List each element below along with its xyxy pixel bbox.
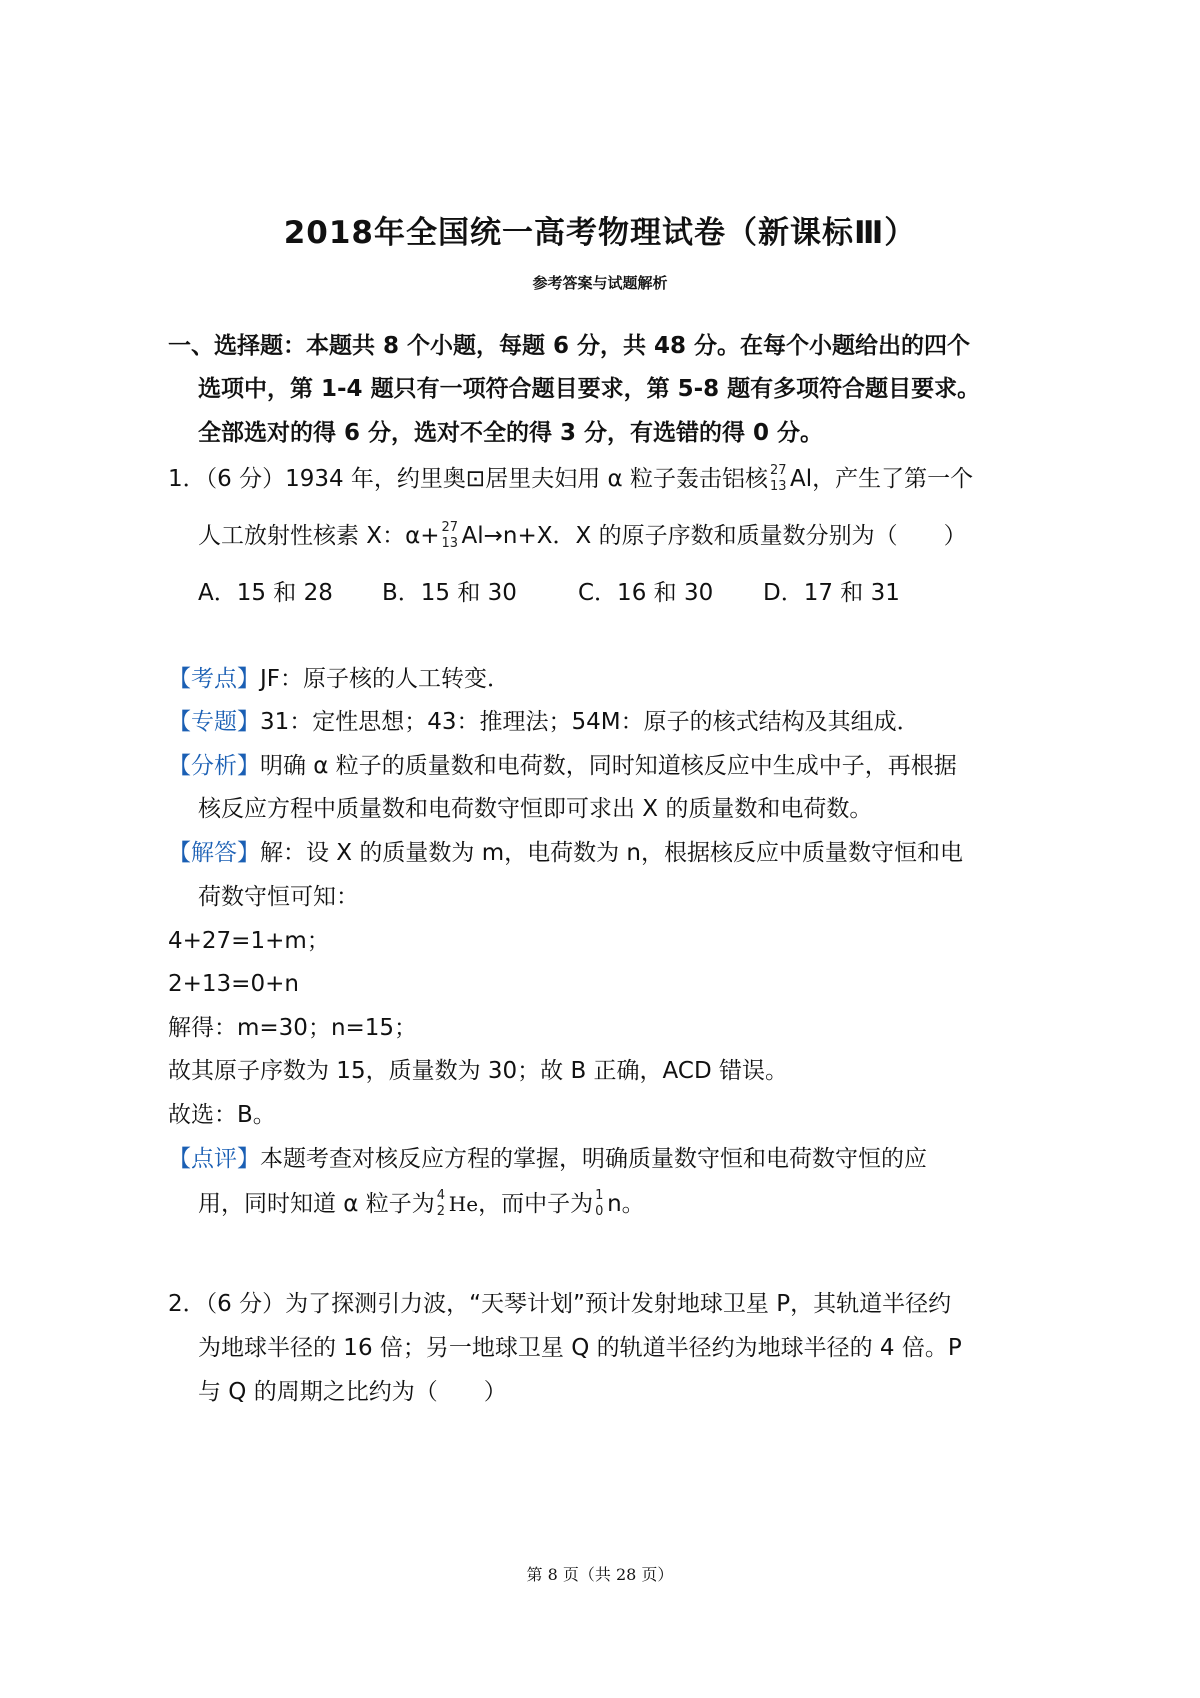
n-charge: 0 — [595, 1203, 604, 1219]
nuclide-charge: 13 — [769, 478, 787, 494]
question-2-line-2: 为地球半径的 16 倍；另一地球卫星 Q 的轨道半径约为地球半径的 4 倍。P — [198, 1335, 962, 1361]
kaodian-line — [168, 663, 510, 695]
nuclide-he — [435, 1189, 449, 1221]
section-instruction-line-2: 选项中，第 1-4 题只有一项符合题目要求，第 5-8 题有多项符合题目要求。 — [198, 376, 981, 402]
nuclide-mass: 27 — [441, 519, 459, 535]
option-d: D．17 和 31 — [763, 580, 900, 606]
fenxi-tag: 【分析】 — [168, 753, 260, 779]
jieda-line-1 — [168, 837, 963, 869]
option-a: A．15 和 28 — [198, 580, 333, 606]
dianping-text-2b: ，而中子为 — [478, 1191, 594, 1217]
he-charge: 2 — [436, 1203, 446, 1219]
jieda-text-1: 解：设 X 的质量数为 m，电荷数为 n，根据核反应中质量数守恒和电 — [260, 840, 963, 866]
he-symbol: He — [448, 1192, 479, 1216]
question-1-text-b: Al，产生了第一个 — [789, 466, 974, 492]
question-1-text-a: 1．（6 分）1934 年，约里奥⊡居里夫妇用 α 粒子轰击铝核 — [168, 466, 768, 492]
fenxi-line-2: 核反应方程中质量数和电荷数守恒即可求出 X 的质量数和电荷数。 — [198, 796, 873, 822]
dianping-text-2a: 用，同时知道 α 粒子为 — [198, 1191, 435, 1217]
he-mass: 4 — [436, 1187, 446, 1203]
page-subtitle: 参考答案与试题解析 — [532, 274, 668, 292]
zhuanti-tag: 【专题】 — [168, 709, 260, 735]
n-mass: 1 — [595, 1187, 604, 1203]
nuclide-mass: 27 — [769, 462, 787, 478]
conclusion-line: 故其原子序数为 15，质量数为 30；故 B 正确，ACD 错误。 — [168, 1058, 788, 1084]
dianping-text-2c: n。 — [607, 1191, 645, 1217]
equation-3: 解得：m=30；n=15； — [168, 1015, 418, 1041]
question-2-line-3: 与 Q 的周期之比约为（ ） — [198, 1379, 507, 1405]
page-title: 2018年全国统一高考物理试卷（新课标Ⅲ） — [283, 215, 917, 251]
dianping-line-2 — [198, 1188, 645, 1221]
question-1-line-1 — [168, 463, 973, 496]
section-instruction-line-3: 全部选对的得 6 分，选对不全的得 3 分，有选错的得 0 分。 — [198, 420, 824, 446]
dianping-line-1 — [168, 1143, 927, 1175]
fenxi-line-1 — [168, 750, 957, 782]
answer-line: 故选：B。 — [168, 1102, 276, 1128]
nuclide-n — [593, 1189, 607, 1221]
option-c: C．16 和 30 — [578, 580, 714, 606]
zhuanti-text: 31：定性思想；43：推理法；54M：原子的核式结构及其组成． — [260, 709, 920, 735]
nuclide-charge: 13 — [441, 535, 459, 551]
equation-2: 2+13=0+n — [168, 971, 299, 997]
question-1-text-d: Al→n+X．X 的原子序数和质量数分别为（ ） — [461, 523, 967, 549]
option-b: B．15 和 30 — [382, 580, 517, 606]
jieda-tag: 【解答】 — [168, 840, 260, 866]
dianping-tag: 【点评】 — [168, 1146, 260, 1172]
question-1-line-2 — [198, 520, 967, 553]
fenxi-text-1: 明确 α 粒子的质量数和电荷数，同时知道核反应中生成中子，再根据 — [260, 753, 957, 779]
jieda-line-2: 荷数守恒可知： — [198, 884, 359, 910]
section-instruction-line-1: 一、选择题：本题共 8 个小题，每题 6 分，共 48 分。在每个小题给出的四个 — [168, 333, 971, 359]
page-footer: 第 8 页（共 28 页） — [526, 1565, 674, 1584]
question-1-text-c: 人工放射性核素 X：α+ — [198, 523, 440, 549]
equation-1: 4+27=1+m； — [168, 928, 330, 954]
dianping-text-1: 本题考查对核反应方程的掌握，明确质量数守恒和电荷数守恒的应 — [260, 1146, 927, 1172]
zhuanti-line — [168, 706, 920, 738]
question-2-line-1: 2．（6 分）为了探测引力波，“天琴计划”预计发射地球卫星 P，其轨道半径约 — [168, 1291, 952, 1317]
kaodian-text: JF：原子核的人工转变． — [260, 666, 511, 692]
nuclide-al-2 — [440, 521, 462, 553]
nuclide-al — [768, 464, 790, 496]
kaodian-tag: 【考点】 — [168, 666, 260, 692]
